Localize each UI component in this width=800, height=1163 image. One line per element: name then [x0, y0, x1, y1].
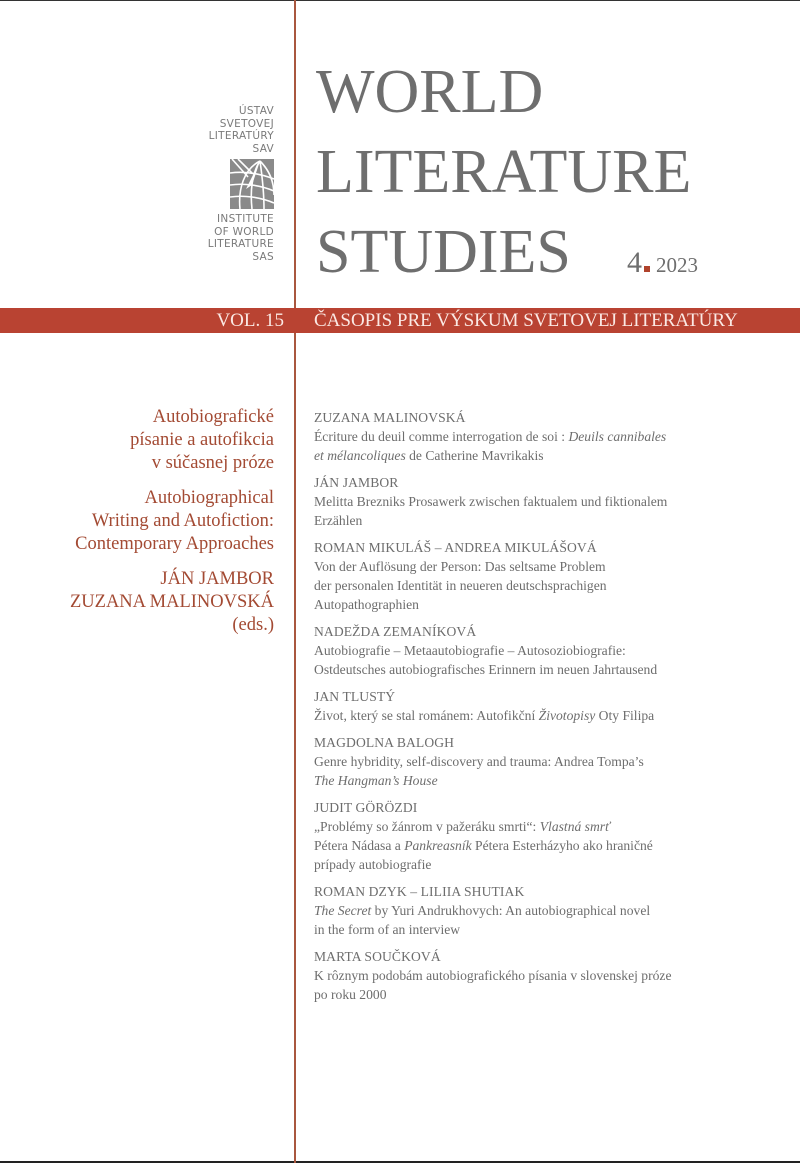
toc-title-line: Ostdeutsches autobiografisches Erinnern im neuen Jahrtausend [314, 662, 658, 677]
toc-entry [314, 687, 784, 725]
toc-entry [314, 408, 784, 465]
editors [4, 568, 274, 637]
text-line: Autobiografické [152, 407, 274, 427]
toc-author: JÁN JAMBOR [314, 475, 399, 490]
toc-entry [314, 947, 784, 1004]
toc-title-line: Autopathographien [314, 597, 419, 612]
toc-title-line: Écriture du deuil comme interrogation de soi : Deuils cannibales [314, 429, 667, 444]
toc-title-line: „Problémy so žánrom v pažeráku smrti“: Vlastná smrť [314, 819, 611, 834]
text-line: Writing and Autofiction: [91, 511, 274, 531]
logo-slovak-line: SAV [252, 142, 274, 155]
toc-entry [314, 733, 784, 790]
toc-title-line: prípady autobiografie [314, 857, 432, 872]
toc-title-line: der personalen Identität in neueren deutschsprachigen [314, 578, 607, 593]
toc-title-line: et mélancoliques de Catherine Mavrikakis [314, 448, 544, 463]
toc-title-line: Pétera Nádasa a Pankreasník Pétera Esterházyho ako hraničné [314, 838, 653, 853]
title-line: LITERATURE [316, 138, 692, 206]
toc-title-line: Život, který se stal románem: Autofikční Životopisy Oty Filipa [314, 708, 655, 723]
toc-author: JUDIT GÖRÖZDI [314, 800, 418, 815]
vertical-rule [294, 0, 296, 1163]
logo-english-line: INSTITUTE [217, 213, 274, 225]
toc-author: NADEŽDA ZEMANÍKOVÁ [314, 624, 477, 639]
issue-number: 4 [627, 246, 642, 279]
toc-title-line: The Secret by Yuri Andrukhovych: An autobiographical novel [314, 903, 651, 918]
toc-entry [314, 882, 784, 939]
toc-entry [314, 538, 784, 614]
text-line: Autobiographical [144, 488, 274, 508]
toc-title-line: Von der Auflösung der Person: Das seltsame Problem [314, 559, 606, 574]
institute-logo [180, 105, 274, 263]
toc-title-line: Autobiografie – Metaautobiografie – Autosoziobiografie: [314, 643, 626, 658]
toc-entry [314, 798, 784, 874]
toc-author: MAGDOLNA BALOGH [314, 735, 455, 750]
editor-name: JÁN JAMBOR [160, 569, 274, 589]
title-line: WORLD [316, 58, 544, 126]
journal-subtitle: ČASOPIS PRE VÝSKUM SVETOVEJ LITERATÚRY [314, 310, 738, 331]
issue-year: 2023 [656, 253, 698, 277]
toc-author: ROMAN MIKULÁŠ – ANDREA MIKULÁŠOVÁ [314, 540, 597, 555]
toc-author: ZUZANA MALINOVSKÁ [314, 410, 466, 425]
logo-slovak-line: LITERATÚRY [208, 130, 274, 142]
editors-note: (eds.) [232, 615, 274, 635]
toc-author: JAN TLUSTÝ [314, 689, 396, 704]
logo-english-line: LITERATURE [207, 238, 274, 250]
accent-square-icon [644, 266, 650, 272]
volume-label: VOL. 15 [216, 310, 284, 331]
text-line: v súčasnej próze [151, 453, 274, 473]
toc-title-line: K rôznym podobám autobiografického písania v slovenskej próze [314, 968, 672, 983]
toc-title-line: po roku 2000 [314, 987, 387, 1002]
logo-slovak-line: SVETOVEJ [219, 117, 274, 130]
text-line: Contemporary Approaches [75, 534, 274, 554]
title-line: STUDIES [316, 218, 571, 286]
table-of-contents [314, 408, 784, 1012]
toc-title-line: in the form of an interview [314, 922, 461, 937]
toc-author: ROMAN DZYK – LILIIA SHUTIAK [314, 884, 525, 899]
issue-info [627, 246, 698, 280]
toc-title-line: Melitta Brezniks Prosawerk zwischen faktualem und fiktionalem [314, 494, 668, 509]
subtitle-band [0, 308, 800, 333]
globe-pen-icon [230, 159, 274, 209]
toc-entry [314, 622, 784, 679]
toc-author: MARTA SOUČKOVÁ [314, 949, 441, 964]
special-issue-title-en [4, 487, 274, 556]
special-issue-block [4, 406, 274, 649]
toc-entry [314, 473, 784, 530]
logo-english-line: SAS [252, 250, 274, 263]
special-issue-title-sk [4, 406, 274, 475]
toc-title-line: The Hangman’s House [314, 773, 438, 788]
toc-title-line: Erzählen [314, 513, 363, 528]
toc-title-line: Genre hybridity, self-discovery and trauma: Andrea Tompa’s [314, 754, 644, 769]
editor-name: ZUZANA MALINOVSKÁ [69, 592, 274, 612]
logo-slovak-line: ÚSTAV [238, 105, 274, 117]
logo-english-line: OF WORLD [214, 225, 274, 238]
text-line: písanie a autofikcia [130, 430, 274, 450]
